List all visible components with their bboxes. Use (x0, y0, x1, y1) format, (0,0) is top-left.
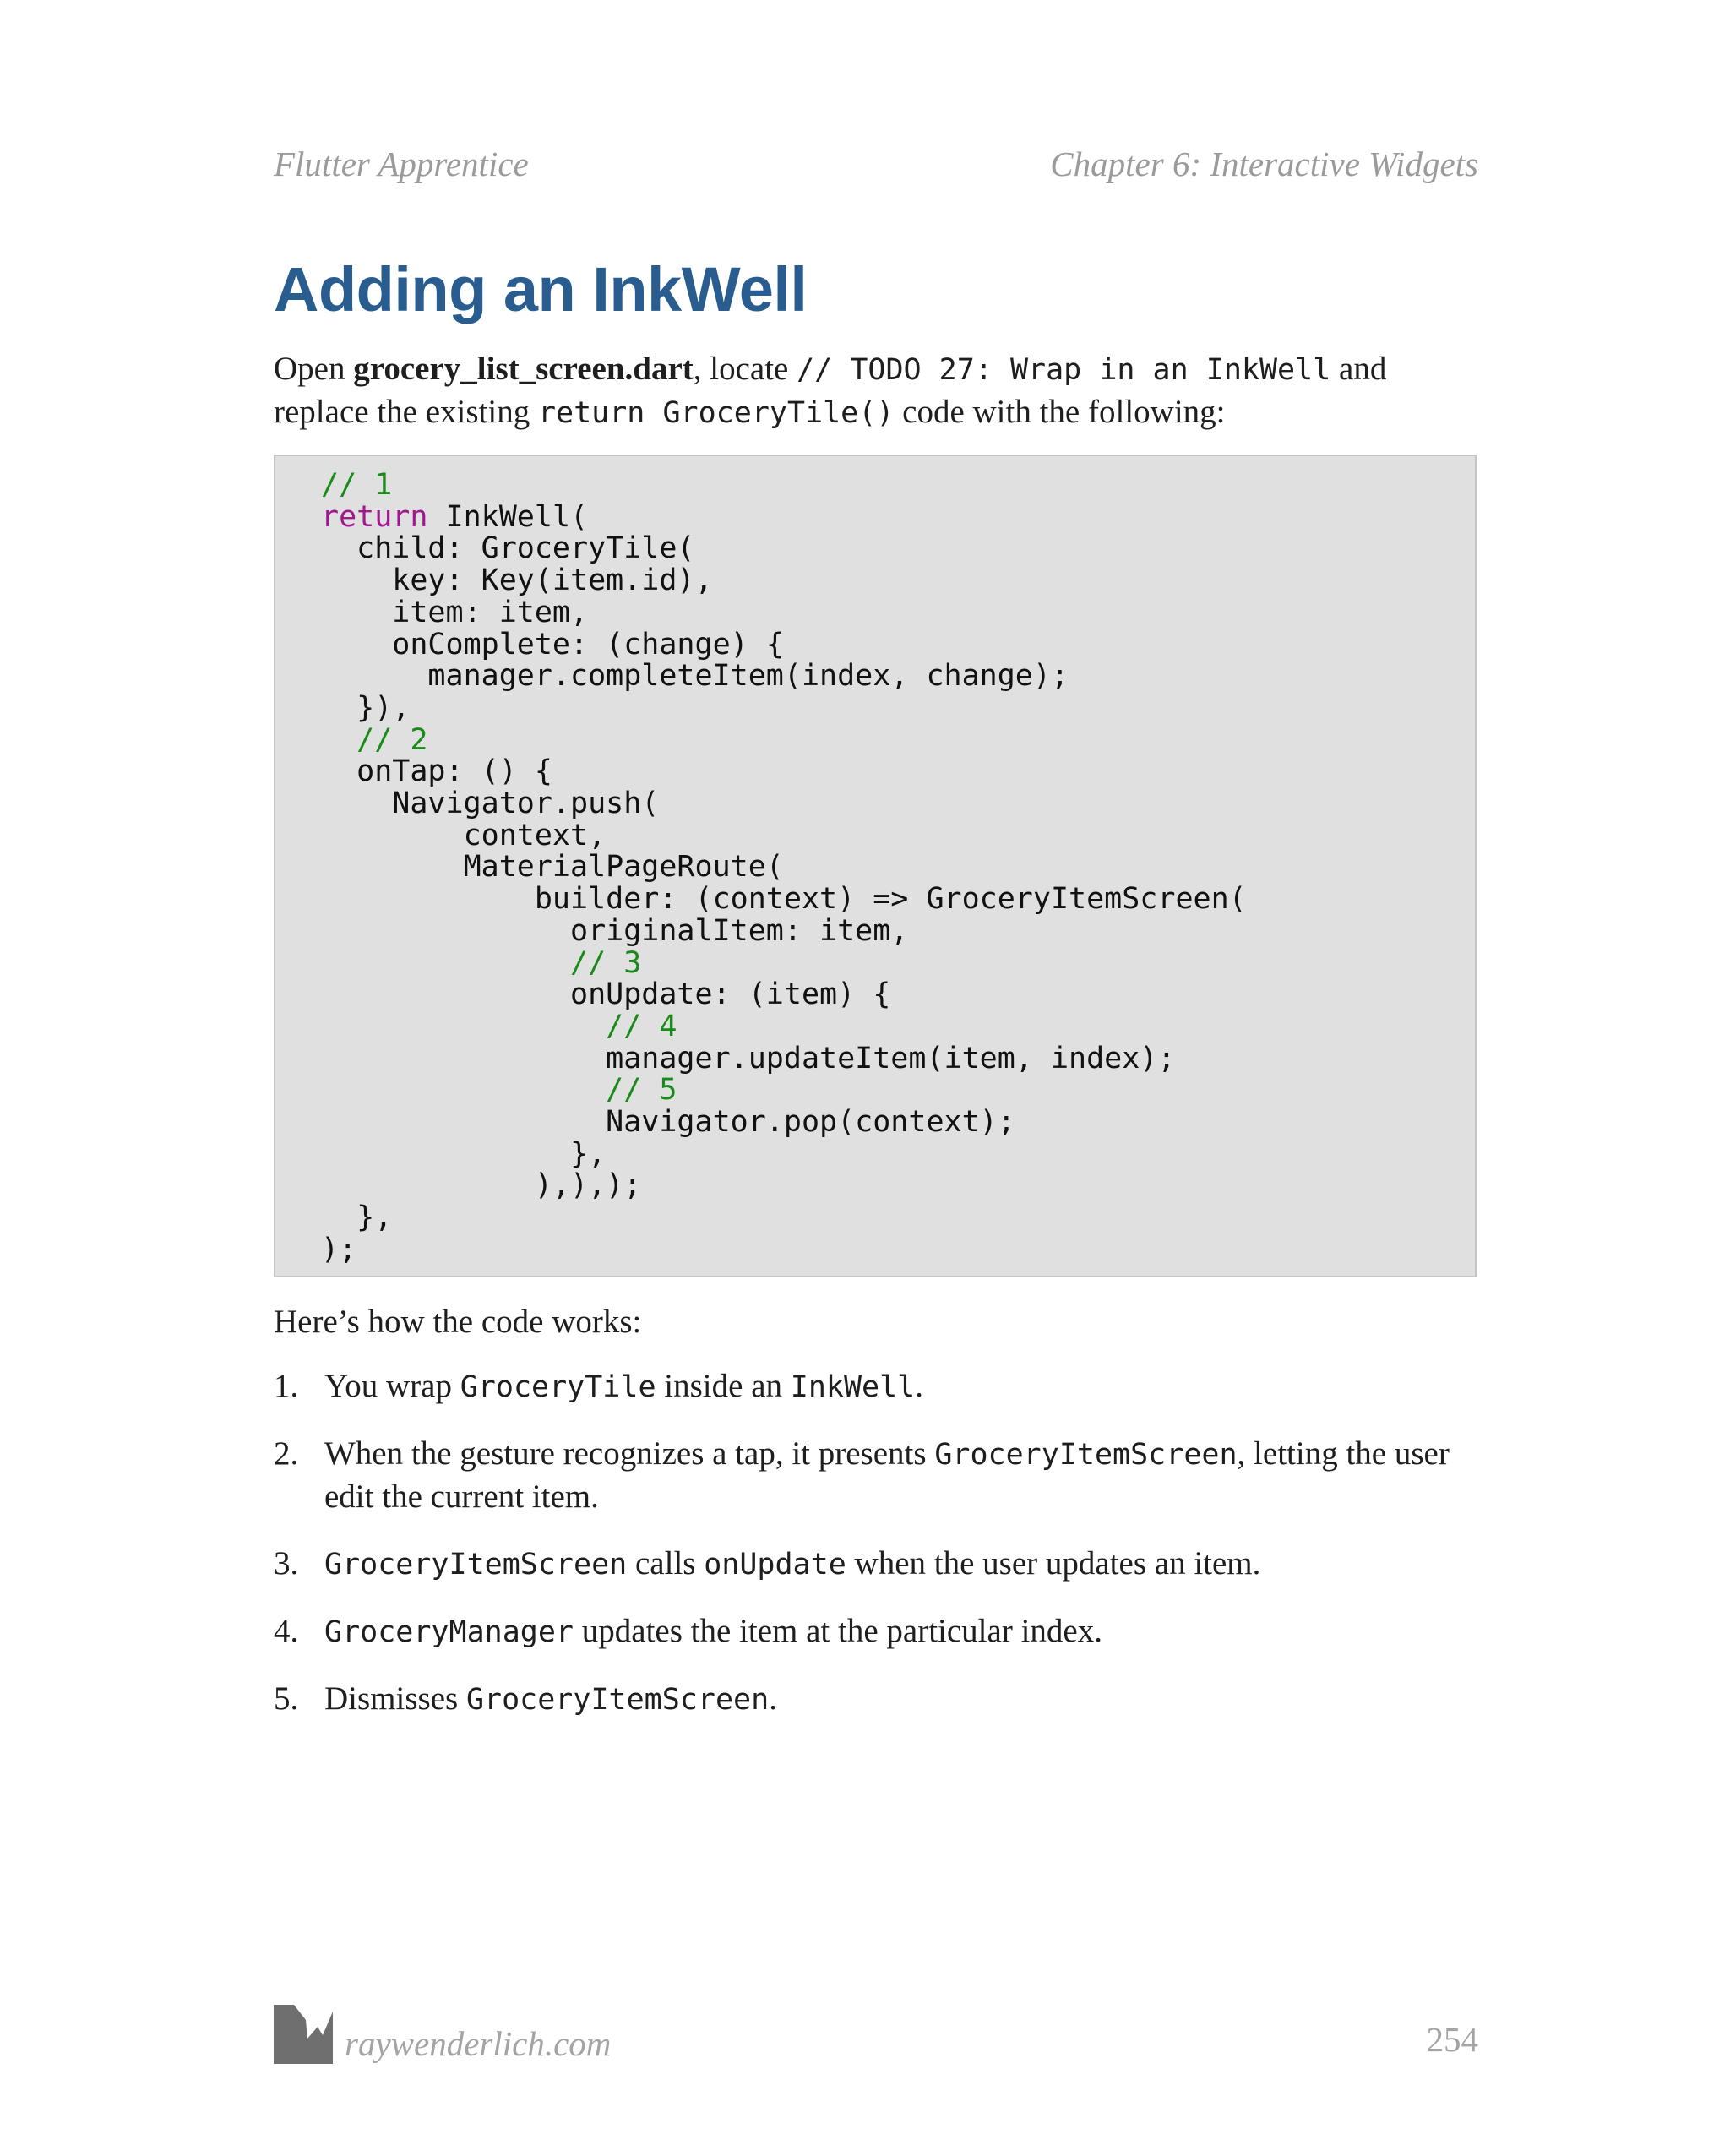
list-item (274, 1365, 1482, 1408)
list-item (274, 1543, 1482, 1586)
step-text: You wrap (324, 1368, 460, 1404)
steps-list (274, 1365, 1482, 1745)
code-listing (321, 470, 1247, 1266)
footer-site-name: raywenderlich.com (345, 2024, 612, 2063)
code-line-6: onComplete: (change) { (321, 627, 784, 662)
code-line-21: Navigator.pop(context); (321, 1105, 1015, 1140)
step-text: updates the item at the particular index. (574, 1613, 1102, 1649)
step-number: 5. (274, 1680, 299, 1717)
code-line-15: originalItem: item, (321, 913, 909, 948)
step-number: 2. (274, 1435, 299, 1472)
running-header-chapter-title: Chapter 6: Interactive Widgets (1050, 144, 1478, 183)
code-line-2-rest: InkWell( (427, 499, 589, 534)
code-line-25: ); (321, 1232, 357, 1266)
code-line-8: }), (321, 690, 411, 725)
running-header-book-title: Flutter Apprentice (274, 144, 529, 183)
step-number: 3. (274, 1545, 299, 1582)
after-code-paragraph: Here’s how the code works: (274, 1304, 642, 1340)
code-line-16: // 3 (321, 945, 642, 980)
intro-text-4: code with the following: (894, 394, 1226, 430)
step-text: inside an (656, 1368, 791, 1404)
step-text: When the gesture recognizes a tap, it presents (324, 1435, 935, 1472)
code-line-17: onUpdate: (item) { (321, 977, 891, 1012)
code-line-12: context, (321, 818, 607, 852)
intro-file-name: grocery_list_screen.dart (353, 351, 694, 387)
step-text: . (915, 1368, 924, 1404)
code-line-23: ),),); (321, 1168, 642, 1203)
code-line-14: builder: (context) => GroceryItemScreen( (321, 882, 1247, 917)
step-code: GroceryTile (460, 1370, 656, 1404)
step-code: onUpdate (704, 1548, 846, 1582)
code-line-3: child: GroceryTile( (321, 531, 695, 566)
step-code: GroceryItemScreen (324, 1548, 628, 1582)
intro-todo-code: // TODO 27: Wrap in an InkWell (797, 353, 1331, 387)
code-keyword-return: return (321, 499, 428, 534)
intro-text-1: Open (274, 351, 354, 387)
code-line-19: manager.updateItem(item, index); (321, 1041, 1176, 1075)
step-text: when the user updates an item. (846, 1545, 1261, 1582)
section-title: Adding an InkWell (274, 254, 808, 324)
intro-code-ref: return GroceryTile() (537, 396, 895, 430)
code-line-10: onTap: () { (321, 754, 552, 789)
code-line-20: // 5 (321, 1073, 677, 1108)
step-text: . (769, 1680, 777, 1717)
code-block (274, 455, 1477, 1277)
code-line-4: key: Key(item.id), (321, 564, 713, 598)
code-line-1: // 1 (321, 468, 393, 502)
code-line-24: }, (321, 1200, 393, 1235)
list-item (274, 1610, 1482, 1653)
intro-text-2: , locate (693, 351, 797, 387)
page-number: 254 (1426, 2020, 1478, 2059)
step-code: InkWell (790, 1370, 916, 1404)
step-code: GroceryItemScreen (465, 1683, 770, 1717)
step-text: calls (627, 1545, 705, 1582)
intro-text-3: and replace the existing (274, 351, 1387, 430)
step-text: Dismisses (324, 1680, 466, 1717)
step-number: 4. (274, 1613, 299, 1649)
code-line-13: MaterialPageRoute( (321, 850, 784, 885)
intro-paragraph (274, 348, 1482, 434)
code-line-22: }, (321, 1136, 607, 1171)
step-code: GroceryManager (324, 1615, 574, 1649)
code-line-9: // 2 (321, 722, 428, 757)
code-line-2 (321, 500, 588, 534)
code-line-7: manager.completeItem(index, change); (321, 659, 1069, 694)
step-text: , letting the user edit the current item. (324, 1435, 1450, 1515)
code-line-11: Navigator.push( (321, 787, 660, 821)
step-number: 1. (274, 1368, 299, 1404)
code-line-5: item: item, (321, 595, 589, 629)
code-line-18: // 4 (321, 1009, 677, 1043)
list-item (274, 1678, 1482, 1721)
step-code: GroceryItemScreen (934, 1438, 1238, 1472)
list-item (274, 1433, 1482, 1518)
raywenderlich-logo-icon (274, 2005, 333, 2064)
